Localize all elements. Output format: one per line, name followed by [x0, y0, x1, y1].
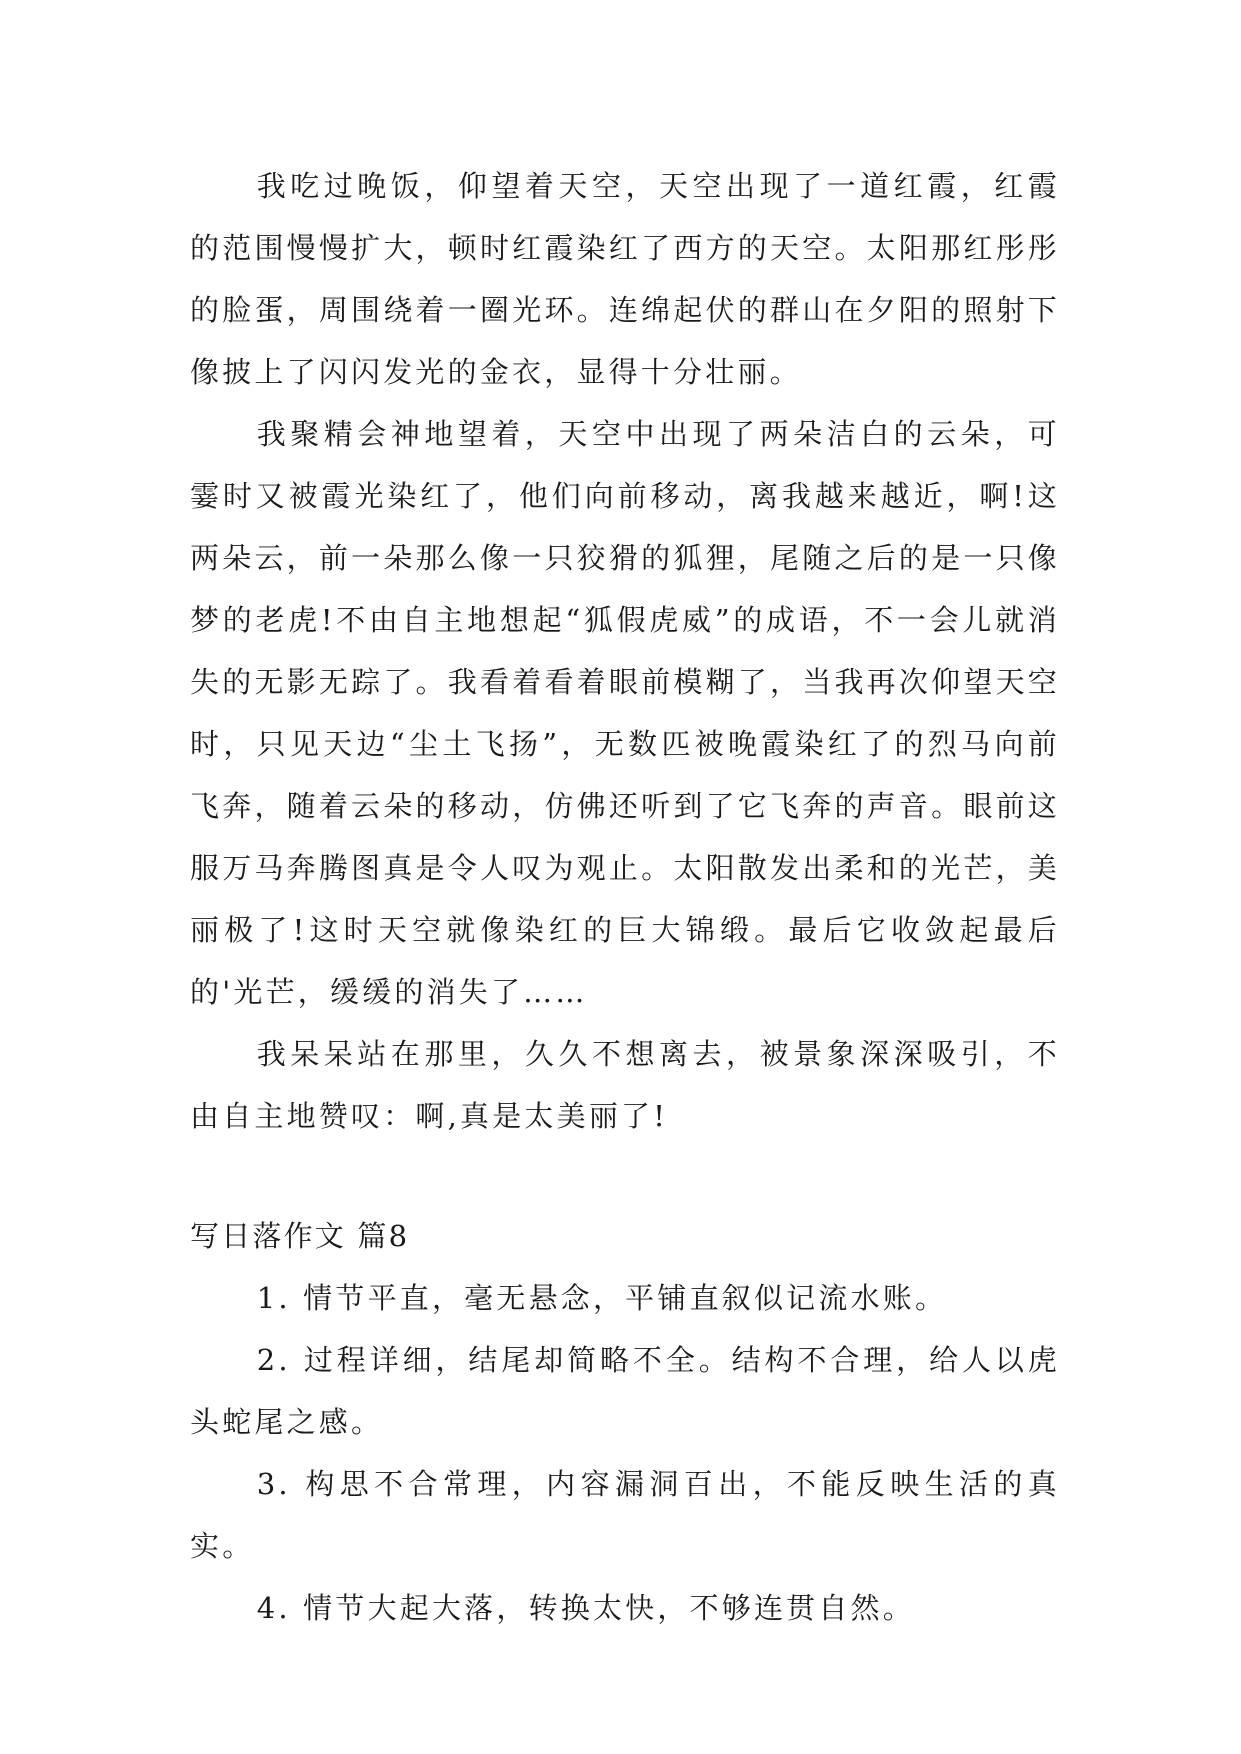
document-body	[190, 155, 1060, 1639]
list-item-2: 2. 过程详细，结尾却简略不全。结构不合理，给人以虎头蛇尾之感。	[190, 1343, 1060, 1439]
section-heading: 写日落作文 篇8	[190, 1219, 410, 1253]
list-item-1: 1. 情节平直，毫无悬念，平铺直叙似记流水账。	[256, 1281, 948, 1315]
list-item-4: 4. 情节大起大落，转换太快，不够连贯自然。	[256, 1591, 915, 1625]
paragraph-clouds: 我聚精会神地望着，天空中出现了两朵洁白的云朵，可霎时又被霞光染红了，他们向前移动，离我越来越近，啊!这两朵云，前一朵那么像一只狡猾的狐狸，尾随之后的是一只像梦的老虎!不由自主地想起“狐假虎威”的成语，不一会儿就消失的无影无踪了。我看着看着眼前模糊了，当我再次仰望天空时，只见天边“尘土飞扬”，无数匹被晚霞染红了的烈马向前飞奔，随着云朵的移动，仿佛还听到了它飞奔的声音。眼前这服万马奔腾图真是令人叹为观止。太阳散发出柔和的光芒，美丽极了!这时天空就像染红的巨大锦缎。最后它收敛起最后的'光芒，缓缓的消失了……	[190, 417, 1060, 1009]
paragraph-sunset-sky: 我吃过晚饭，仰望着天空，天空出现了一道红霞，红霞的范围慢慢扩大，顿时红霞染红了西方的天空。太阳那红彤彤的脸蛋，周围绕着一圈光环。连绵起伏的群山在夕阳的照射下像披上了闪闪发光的金衣，显得十分壮丽。	[190, 169, 1060, 389]
list-item-3: 3. 构思不合常理，内容漏洞百出，不能反映生活的真实。	[190, 1467, 1060, 1563]
paragraph-conclusion: 我呆呆站在那里，久久不想离去，被景象深深吸引，不由自主地赞叹：啊,真是太美丽了!	[190, 1037, 1060, 1133]
